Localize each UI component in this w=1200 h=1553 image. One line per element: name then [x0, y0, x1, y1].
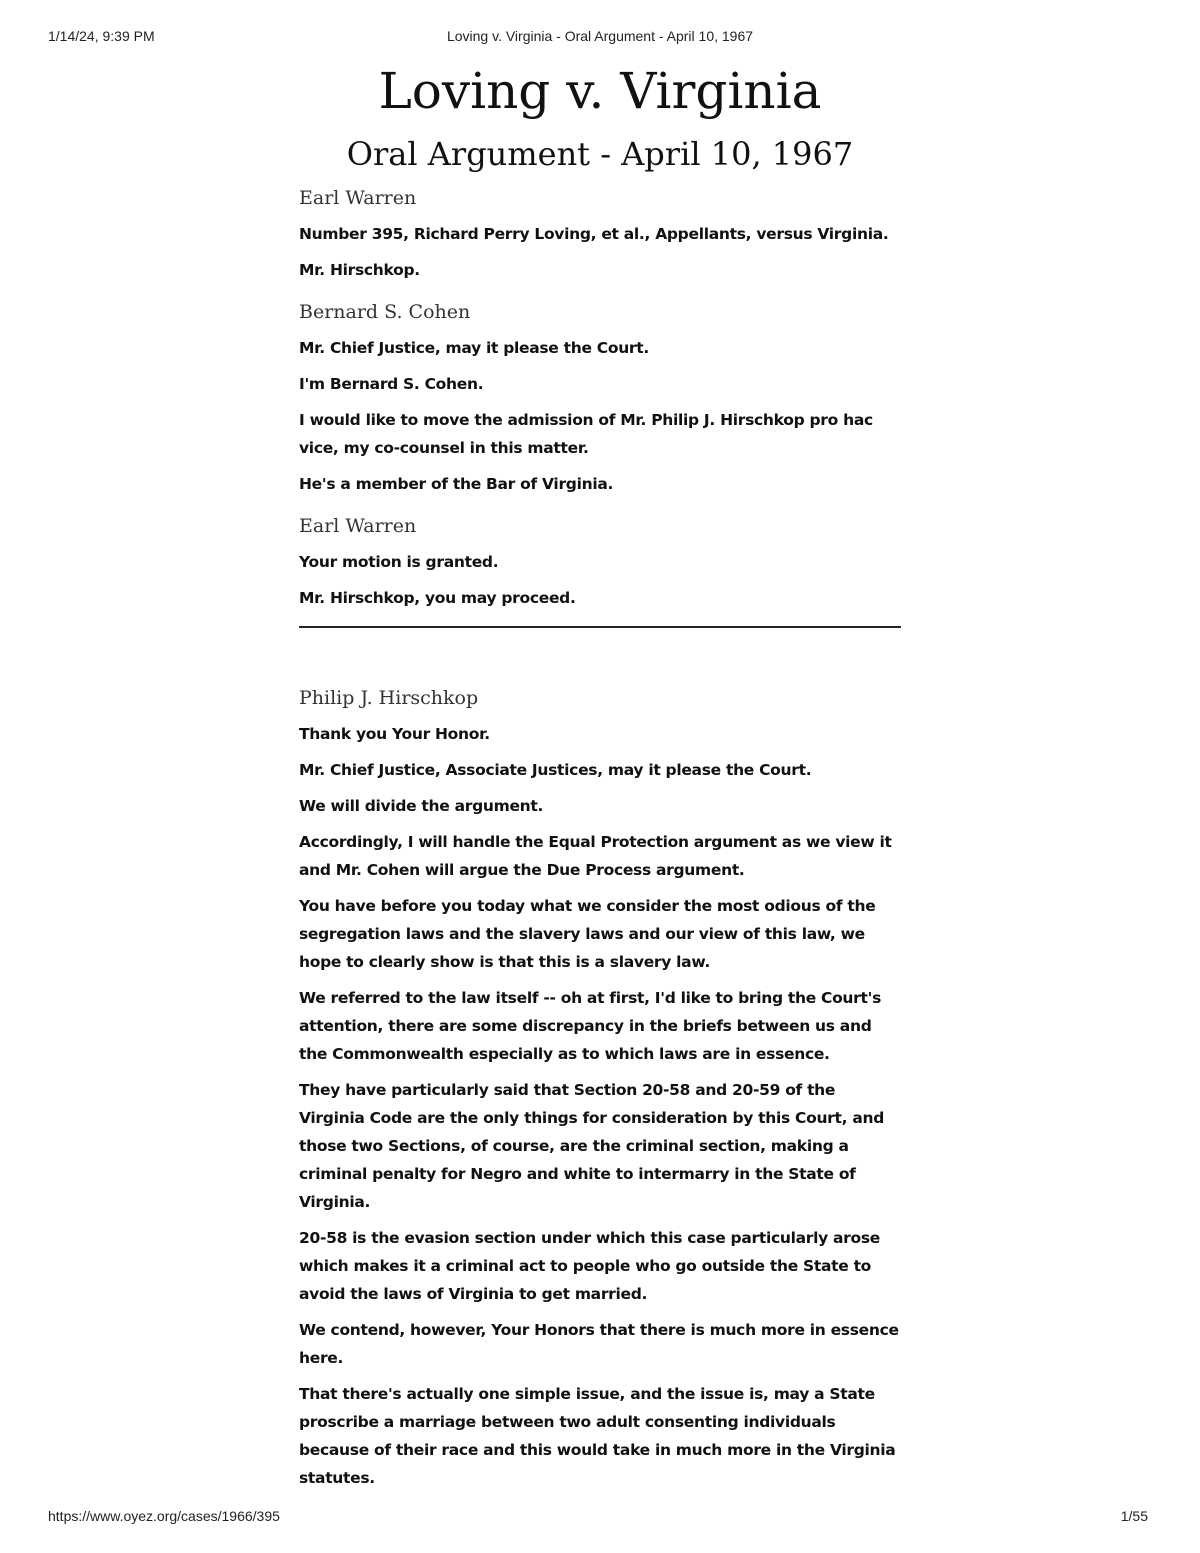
transcript-section: [299, 512, 901, 612]
transcript-section: [299, 298, 901, 498]
page-subtitle: Oral Argument - April 10, 1967: [346, 135, 854, 173]
transcript-paragraph: I'm Bernard S. Cohen.: [299, 375, 484, 393]
transcript-paragraph: I would like to move the admission of Mr. Philip J. Hirschkop pro hac vice, my co-counsel in this matter.: [299, 411, 873, 457]
transcript: [299, 184, 901, 1506]
transcript-paragraph: Number 395, Richard Perry Loving, et al., Appellants, versus Virginia.: [299, 225, 889, 243]
print-footer: [0, 1508, 1200, 1528]
transcript-paragraph: Mr. Chief Justice, Associate Justices, may it please the Court.: [299, 761, 812, 779]
speaker-name: Philip J. Hirschkop: [299, 687, 479, 709]
speaker-name: Earl Warren: [299, 187, 417, 209]
section-divider: [299, 626, 901, 628]
transcript-paragraph: We contend, however, Your Honors that there is much more in essence here.: [299, 1321, 899, 1367]
transcript-section: [299, 184, 901, 284]
transcript-paragraph: We will divide the argument.: [299, 797, 544, 815]
transcript-paragraph: Mr. Hirschkop, you may proceed.: [299, 589, 576, 607]
transcript-paragraph: You have before you today what we consider the most odious of the segregation laws and the slavery laws and our view of this law, we hope to clearly show is that this is a slavery law.: [299, 897, 876, 971]
transcript-paragraph: They have particularly said that Section 20-58 and 20-59 of the Virginia Code are the only things for consideration by this Court, and those two Sections, of course, are the criminal section, making a criminal penalty for Negro and white to intermarry in the State of Virginia.: [299, 1081, 885, 1211]
transcript-paragraph: Mr. Chief Justice, may it please the Court.: [299, 339, 649, 357]
print-doc-title: Loving v. Virginia - Oral Argument - April 10, 1967: [446, 28, 754, 44]
source-url: https://www.oyez.org/cases/1966/395: [48, 1508, 280, 1524]
transcript-section: [299, 684, 901, 1492]
transcript-paragraph: 20-58 is the evasion section under which this case particularly arose which makes it a criminal act to people who go outside the State to avoid the laws of Virginia to get married.: [299, 1229, 881, 1303]
transcript-paragraph: That there's actually one simple issue, and the issue is, may a State proscribe a marriage between two adult consenting individuals because of their race and this would take in much more in the Virginia statutes.: [299, 1385, 896, 1487]
transcript-paragraph: We referred to the law itself -- oh at first, I'd like to bring the Court's attention, there are some discrepancy in the briefs between us and the Commonwealth especially as to which laws are in essence.: [299, 989, 881, 1063]
page-number: 1/55: [1120, 1508, 1148, 1524]
speaker-name: Earl Warren: [299, 515, 417, 537]
transcript-paragraph: Your motion is granted.: [299, 553, 499, 571]
speaker-name: Bernard S. Cohen: [299, 301, 471, 323]
transcript-paragraph: He's a member of the Bar of Virginia.: [299, 475, 614, 493]
transcript-paragraph: Accordingly, I will handle the Equal Protection argument as we view it and Mr. Cohen will argue the Due Process argument.: [299, 833, 892, 879]
transcript-paragraph: Thank you Your Honor.: [299, 725, 490, 743]
page-title: Loving v. Virginia: [378, 62, 822, 120]
print-header: [0, 28, 1200, 48]
transcript-paragraph: Mr. Hirschkop.: [299, 261, 420, 279]
print-date: 1/14/24, 9:39 PM: [48, 28, 155, 44]
